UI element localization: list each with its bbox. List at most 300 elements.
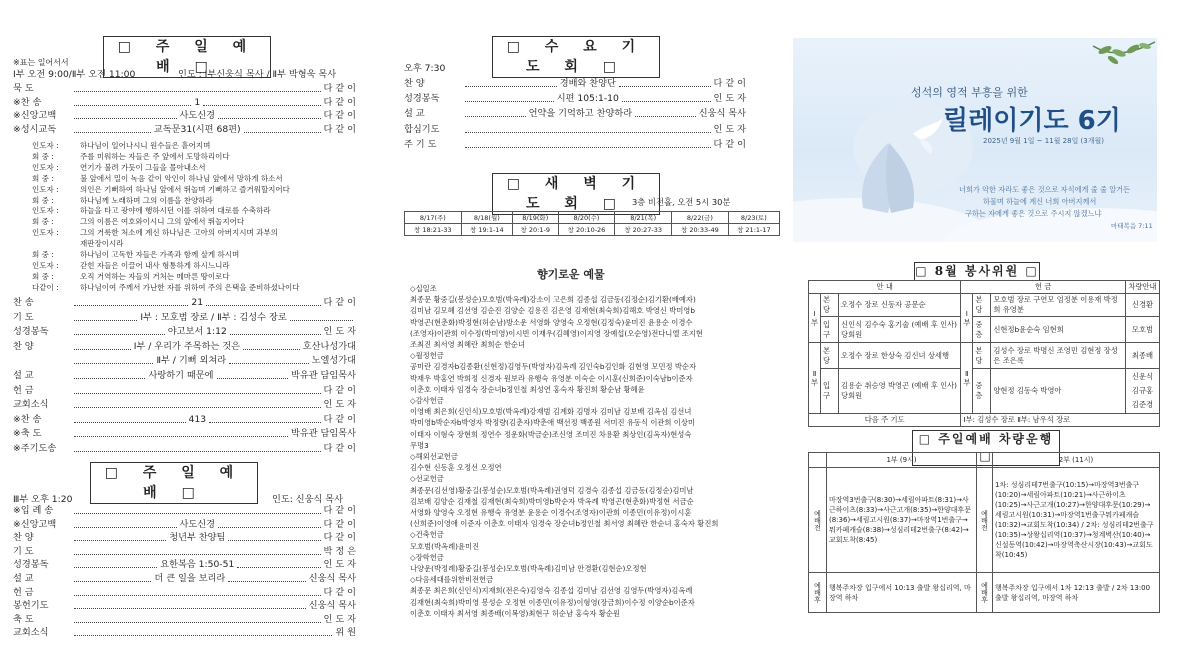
offering-names: 김보배 김양순 김재철 김재현(최숙희)박미영b박순자 박옥례 박영곤(현춘화)박정현 서금순 bbox=[410, 496, 694, 506]
responsive-text: 그의 거룩한 처소에 계신 하나님은 고아의 아버지시며 과부의 bbox=[80, 228, 278, 238]
responsive-line bbox=[32, 185, 290, 196]
responsive-text: 재판장이시라 bbox=[80, 239, 124, 249]
dawn-verse: 창 20:33-49 bbox=[672, 224, 729, 236]
order-person: 신웅식 목사 bbox=[308, 600, 356, 612]
order-row bbox=[13, 505, 356, 517]
guide-header: 안 내 bbox=[809, 281, 961, 294]
offering-category: ◇선교헌금 bbox=[410, 474, 444, 484]
responsive-speaker: 인도자 : bbox=[32, 228, 59, 238]
dawn-day: 8/20(수) bbox=[558, 212, 615, 224]
car-volunteer-1: 신경환 bbox=[1126, 294, 1160, 317]
order-row bbox=[13, 385, 356, 397]
order-content: 사도신경 bbox=[179, 110, 216, 122]
order-person: 다 같 이 bbox=[323, 83, 356, 94]
order-row bbox=[13, 97, 356, 109]
responsive-speaker: 회 중 : bbox=[32, 151, 54, 161]
leader-dots bbox=[74, 614, 321, 623]
offering-names: (신희준)이영애 이준자 이춘호 이태자 임경숙 장순녀b정인철 최서영 최혜란 한순녀 홍숙자 황진희 bbox=[410, 519, 719, 529]
offering-names: 최종문(김선영)황중길(봉성순)모호범(박옥례)권영덕 김경숙 김종섭 김금동(김정순)김미남 bbox=[410, 485, 694, 495]
order-content: 경배와 찬양단 bbox=[559, 78, 616, 89]
order-row bbox=[13, 370, 356, 382]
order-row bbox=[13, 326, 356, 338]
dawn-day: 8/22(금) bbox=[672, 212, 729, 224]
order-content: Ⅱ부 / 기뻐 외쳐라 bbox=[156, 355, 227, 367]
part1-offer-val-1: 모호범 장로 구연모 엄정분 이용재 박정희 유영분 bbox=[991, 294, 1126, 317]
leader-dots bbox=[74, 355, 153, 364]
responsive-line bbox=[32, 228, 278, 239]
standing-note: ※표는 일어서서 bbox=[13, 58, 69, 67]
order-content: 교독문31(시편 68편) bbox=[153, 123, 241, 135]
leader-dots bbox=[203, 97, 320, 106]
order-person: 다 같 이 bbox=[323, 443, 356, 454]
sunday-am-title: □ 주 일 예 배 □ bbox=[103, 36, 271, 78]
car-header-1: 1부 (9시) bbox=[827, 453, 977, 468]
offering-names: 이태자 이형숙 장현희 정연수 정운화(박금순)조신영 조미진 차용환 최상인(김옥자)현성숙 bbox=[410, 429, 692, 439]
responsive-speaker: 인도자 : bbox=[32, 162, 59, 172]
offering-names: 나양운(박정례)황중길(봉성순)모호범(박옥례)김미남 안경환(김현순)오정현 bbox=[410, 564, 647, 574]
order-label: 축 도 bbox=[13, 613, 34, 625]
offering-category: ◇십일조 bbox=[410, 284, 437, 293]
car-header-2: 2부 (11시) bbox=[993, 453, 1160, 468]
order-content: 사랑하기 때문에 bbox=[148, 370, 214, 381]
order-row bbox=[13, 546, 356, 558]
part2-guide-val-2: 김용순 취승영 박영곤 (예배 후 인사) 당회원 bbox=[839, 369, 961, 414]
responsive-text: 하나님께 노래하며 그의 이름을 찬양하라 bbox=[80, 195, 213, 205]
leader-dots bbox=[465, 78, 557, 87]
leader-dots bbox=[74, 600, 306, 609]
responsive-line bbox=[32, 141, 210, 152]
car-volunteer-4-6 bbox=[1126, 369, 1160, 414]
order-person: 다 같 이 bbox=[323, 384, 356, 396]
order-label: ※신앙고백 bbox=[13, 110, 57, 122]
leader-dots bbox=[237, 559, 320, 568]
responsive-speaker: 회 중 : bbox=[32, 217, 54, 227]
order-person: 인 도 자 bbox=[323, 326, 356, 338]
offering-names: 김수현 신동훈 오정선 오정연 bbox=[410, 463, 502, 473]
leader-dots bbox=[230, 326, 321, 335]
offering-names: 이춘호 이태자 최서영 최종배(이복영)최현구 허순남 홍숙자 황순원 bbox=[410, 608, 620, 618]
order-label: 찬 송 bbox=[13, 297, 34, 308]
order-label: ※주기도송 bbox=[13, 443, 57, 454]
pm-service-leader: 인도: 신웅식 목사 bbox=[272, 494, 344, 505]
order-label: 설 교 bbox=[13, 573, 34, 584]
car-after-label-1: 예배후 bbox=[809, 573, 827, 613]
order-content: Ⅰ부 : 모호범 장로 / Ⅱ부 : 김성수 장로 bbox=[140, 311, 287, 323]
dawn-title: □ 새 벽 기 도 회 □ bbox=[492, 173, 660, 215]
car-after-1: 행복주차장 입구에서 10:13 출발 왕십리역, 마장역 하차 bbox=[827, 573, 977, 613]
pm-service-time: Ⅲ부 오후 1:20 bbox=[13, 494, 73, 505]
order-person: 위 원 bbox=[335, 627, 356, 639]
order-row bbox=[13, 110, 356, 122]
car-before-label-1: 예배전 bbox=[809, 468, 827, 573]
order-row bbox=[404, 124, 746, 136]
car-volunteer-5: 김규홍 bbox=[1131, 386, 1154, 395]
leader-dots bbox=[635, 108, 696, 117]
order-person: 박 정 은 bbox=[323, 545, 356, 557]
responsive-speaker: 다같이 : bbox=[32, 282, 59, 292]
responsive-speaker: 인도자 : bbox=[32, 141, 59, 150]
order-label: 성경봉독 bbox=[404, 93, 440, 105]
dawn-verse: 창 21:1-17 bbox=[728, 224, 779, 236]
leader-dots bbox=[465, 139, 711, 148]
responsive-line bbox=[32, 239, 123, 250]
responsive-line bbox=[32, 174, 283, 185]
banner-title: 릴레이기도 6기 bbox=[943, 106, 1121, 136]
offering-names: 김미남 김모혜 김선영 김순진 김양순 김용진 김은영 김재현(최숙희)김해호 박영신 박미영b bbox=[410, 306, 695, 316]
order-person: 노엘성가대 bbox=[311, 355, 356, 367]
leader-dots bbox=[465, 108, 526, 117]
part2-offer-key-1: 본당 bbox=[973, 343, 991, 369]
order-content: 언약을 기억하고 찬양하라 bbox=[528, 108, 633, 120]
responsive-text: 불 앞에서 밀이 녹음 같이 악인이 하나님 앞에서 망하게 하소서 bbox=[80, 173, 283, 183]
order-row bbox=[13, 355, 356, 367]
order-content: 시편 105:1-10 bbox=[556, 93, 619, 105]
part2-guide-key-1: 본당 bbox=[821, 343, 839, 369]
responsive-speaker: 회 중 : bbox=[32, 173, 54, 183]
wednesday-time: 오후 7:30 bbox=[404, 63, 446, 74]
service-volunteers-table bbox=[808, 280, 1160, 427]
part1-guide-val-2: 신인식 김수숙 홍기술 (예배 후 인사) 당회원 bbox=[839, 317, 961, 343]
order-person: 다 같 이 bbox=[323, 586, 356, 598]
leader-dots bbox=[243, 341, 300, 350]
order-label: ※신앙고백 bbox=[13, 518, 57, 530]
responsive-speaker: 인도자 : bbox=[32, 206, 59, 216]
part1-offer-key-1: 본당 bbox=[973, 294, 991, 317]
leader-dots bbox=[74, 297, 188, 306]
order-row bbox=[13, 600, 356, 612]
order-row bbox=[13, 587, 356, 599]
dawn-schedule-table bbox=[404, 211, 780, 236]
offering-names: 최종문 최은희(신인식)지재희(전은숙)김영숙 김종섭 김미남 김선영 김영두(박영자)김옥례 bbox=[410, 586, 693, 596]
dawn-verse: 창 20:27-33 bbox=[615, 224, 672, 236]
leader-dots bbox=[228, 573, 305, 582]
banner-verse-1: 너희가 악한 자라도 좋은 것으로 자식에게 줄 줄 알거든 bbox=[959, 185, 1131, 194]
banner-dates: 2025년 9월 1일 ~ 11월 28일 (3개월) bbox=[983, 137, 1105, 145]
responsive-line bbox=[32, 196, 213, 207]
order-label: 교회소식 bbox=[13, 399, 49, 411]
leader-dots bbox=[74, 627, 332, 636]
prayer-relay-banner bbox=[793, 38, 1157, 242]
order-label: 교회소식 bbox=[13, 627, 49, 639]
offering-names: 박영곤(현춘화)박정현(허순남)방소운 서영화 양영숙 오정현(김정숙)윤미진 윤용순 이경수 bbox=[410, 317, 693, 327]
car-schedule-table bbox=[808, 452, 1160, 613]
responsive-line bbox=[32, 283, 300, 294]
responsive-text: 주를 미워하는 자들은 주 앞에서 도망하리이다 bbox=[80, 151, 230, 161]
leader-dots bbox=[74, 97, 191, 106]
order-content: 야고보서 1:12 bbox=[167, 326, 227, 338]
offering-names: 박재우 박홍연 박희정 신경자 원보라 유행숙 유영분 이숙순 이시훈(신희준)이숙남b이준자 bbox=[410, 373, 693, 383]
order-label: ※축 도 bbox=[13, 428, 42, 440]
leader-dots bbox=[74, 341, 131, 350]
next-prayer-label: 다음 주 기도 bbox=[809, 414, 961, 427]
order-label bbox=[13, 355, 71, 367]
order-person: 다 같 이 bbox=[323, 413, 357, 425]
order-label: 봉헌기도 bbox=[13, 600, 49, 612]
leader-dots bbox=[74, 519, 177, 528]
dawn-verse: 창 19:1-14 bbox=[461, 224, 512, 236]
order-person: 다 같 이 bbox=[323, 532, 357, 544]
leader-dots bbox=[74, 546, 321, 555]
part1-offer-label: Ⅰ부 bbox=[961, 294, 973, 343]
leader-dots bbox=[209, 414, 321, 423]
car-before-label-2: 예배전 bbox=[977, 468, 993, 573]
responsive-text: 하늘을 타고 광야에 행하시던 이를 위하여 대로를 수축하라 bbox=[80, 206, 271, 216]
leader-dots bbox=[218, 519, 321, 528]
car-volunteer-2: 모호범 bbox=[1126, 317, 1160, 343]
order-person: 인 도 자 bbox=[323, 613, 356, 625]
responsive-text: 그의 이름은 여호와이시니 그의 앞에서 뛰놀지어다 bbox=[80, 217, 245, 227]
car-before-2: 1차: 성심리테7번출구(10:15)→마장역3번출구(10:20)→세림아파트(10:21)→사근하이츠(10:25)→사근고개(10:27)→한양대후문(10:29)→세림고시원(10:31)→마장역1번출구뭐카페캐슬(10:32)→교회도착(10:34) / 2차: 성심리테2번출구(10:35)→상왕십리역(10:37)→청계벽산(10:40)→신설동역(10:42)→마장역축산시장(10:43)→교회도착(10:45) bbox=[993, 468, 1160, 573]
order-label: 묵 도 bbox=[13, 83, 34, 94]
order-person: 다 같 이 bbox=[323, 297, 357, 308]
car-after-label-2: 예배후 bbox=[977, 573, 993, 613]
order-label: ※찬 송 bbox=[13, 413, 42, 425]
dawn-day: 8/17(주) bbox=[405, 212, 462, 224]
responsive-speaker: 인도자 : bbox=[32, 184, 59, 194]
responsive-speaker: 회 중 : bbox=[32, 271, 54, 281]
order-content: 413 bbox=[188, 413, 207, 425]
next-prayer-value: Ⅰ부: 김성수 장로 Ⅱ부: 남우석 장로 bbox=[961, 414, 1160, 427]
order-content: 요한복음 1:50-51 bbox=[160, 559, 235, 571]
offering-category: ◇다음세대를위한비전헌금 bbox=[410, 575, 494, 585]
leader-dots bbox=[74, 573, 151, 582]
responsive-text: 의인은 기뻐하여 하나님 앞에서 뛰놀며 기뻐하고 즐거워할지어다 bbox=[80, 184, 290, 194]
leader-dots bbox=[74, 326, 165, 335]
order-person: 박유관 담임목사 bbox=[290, 370, 356, 381]
part2-offer-val-2: 양현정 김동숙 박영아 bbox=[991, 369, 1126, 414]
order-row bbox=[404, 78, 746, 90]
order-row bbox=[404, 139, 746, 151]
order-content: Ⅰ부 / 우리가 주목하는 것은 bbox=[133, 340, 240, 352]
part1-offer-key-2: 중층 bbox=[973, 317, 991, 343]
responsive-text: 하나님이여 주께서 가난한 자를 위하여 주의 은택을 준비하셨나이다 bbox=[80, 282, 300, 292]
leader-dots bbox=[74, 587, 321, 596]
order-row bbox=[13, 312, 356, 324]
order-row bbox=[13, 414, 356, 426]
order-label: 찬 양 bbox=[404, 78, 425, 89]
order-label: 헌 금 bbox=[13, 586, 34, 598]
responsive-line bbox=[32, 217, 244, 228]
responsive-text: 연기가 불려 가듯이 그들을 몰아내소서 bbox=[80, 162, 206, 172]
order-label: 찬 양 bbox=[13, 340, 34, 352]
order-person: 박유관 담임목사 bbox=[290, 428, 356, 440]
order-label: 기 도 bbox=[13, 545, 34, 557]
responsive-speaker: 회 중 : bbox=[32, 195, 54, 205]
order-label: 주 기 도 bbox=[404, 138, 437, 150]
responsive-line bbox=[32, 261, 230, 272]
dawn-info: 3층 비전홀, 오전 5시 30분 bbox=[632, 197, 731, 207]
responsive-line bbox=[32, 250, 239, 261]
leader-dots bbox=[622, 93, 711, 102]
order-row bbox=[13, 83, 356, 95]
order-row bbox=[13, 519, 356, 531]
order-content: 1 bbox=[194, 96, 201, 108]
order-label: 합심기도 bbox=[404, 123, 440, 135]
offering-header: 헌 금 bbox=[961, 281, 1126, 294]
responsive-text: 오직 거역하는 자들의 거처는 메마른 땅이로다 bbox=[80, 271, 230, 281]
responsive-text: 하나님이 일어나시니 원수들은 흩어지며 bbox=[80, 141, 211, 150]
offering-category: ◇월정헌금 bbox=[410, 351, 444, 361]
leader-dots bbox=[74, 505, 321, 514]
leader-dots bbox=[74, 385, 321, 394]
car-schedule-title: □ 주일예배 차량운행 □ bbox=[912, 430, 1060, 466]
order-label: 설 교 bbox=[404, 108, 425, 120]
order-row bbox=[404, 93, 746, 105]
leader-dots bbox=[465, 124, 711, 133]
part2-offer-val-1: 김성수 장로 박명신 조영민 김현정 장성은 조은록 bbox=[991, 343, 1126, 369]
responsive-speaker: 인도자 : bbox=[32, 260, 59, 270]
banner-verse-ref: 마태복음 7:11 bbox=[1111, 222, 1153, 230]
dawn-verse: 창 18:21-33 bbox=[405, 224, 462, 236]
order-label: 기 도 bbox=[13, 311, 34, 323]
order-content: 21 bbox=[191, 297, 204, 308]
part2-offer-key-2: 중층 bbox=[973, 369, 991, 414]
dawn-day: 8/23(토) bbox=[728, 212, 779, 224]
order-row bbox=[13, 532, 356, 544]
order-person: 인 도 자 bbox=[713, 123, 746, 135]
leader-dots bbox=[74, 110, 177, 119]
order-row bbox=[13, 614, 356, 626]
part2-guide-label: Ⅱ부 bbox=[809, 343, 821, 414]
leader-dots bbox=[206, 297, 320, 306]
order-person: 다 같 이 bbox=[323, 96, 357, 108]
offering-names: 김재현(최숙희)박미영 봉성순 오정현 이종민(이유정)이형영(장금희)이수정 이양순b이준자 bbox=[410, 597, 695, 607]
order-label: ※성시교독 bbox=[13, 123, 57, 135]
leader-dots bbox=[74, 370, 145, 379]
leader-dots bbox=[74, 83, 321, 92]
order-person: 신웅식 목사 bbox=[698, 108, 747, 120]
order-row bbox=[13, 341, 356, 353]
order-person: 인 도 자 bbox=[323, 399, 356, 411]
responsive-text: 하나님이 고독한 자들은 가족과 함께 살게 하시며 bbox=[80, 250, 240, 259]
order-label: 찬 양 bbox=[13, 532, 34, 544]
offering-names: 박미영b박순자b박영자 박정량(김춘자)박춘애 백선정 백종원 서미진 유동식 이관희 이상미 bbox=[410, 418, 695, 428]
order-label: 성경봉독 bbox=[13, 326, 49, 338]
leader-dots bbox=[244, 124, 321, 133]
part1-guide-key-2: 입구 bbox=[821, 317, 839, 343]
banner-verse-2: 하물며 하늘에 계신 너희 아버지께서 bbox=[983, 197, 1097, 206]
part1-guide-label: Ⅰ부 bbox=[809, 294, 821, 343]
offering-names: 모호범(박옥례)윤미진 bbox=[410, 541, 480, 551]
leader-dots bbox=[74, 559, 157, 568]
offering-names: (조영자)이관희 이수정(박미영)이시빈 이재우(김혜영)이지영 장예섭(오순영)전다니엘 조지현 bbox=[410, 328, 703, 338]
dawn-day: 8/19(화) bbox=[512, 212, 558, 224]
leader-dots bbox=[74, 443, 321, 452]
car-before-1: 마장역3번출구(8:30)→세림아파트(8:31)→사근하이츠(8:33)→사근고개(8:35)→한양대후문(8:36)→세림고시원(8:37)→마장역1번출구→뭐카페캐슬(8:38)→성심리테2번출구(8:42)→교회도착(8:45) bbox=[827, 468, 977, 573]
order-person: 신웅식 목사 bbox=[308, 573, 356, 584]
banner-verse-3: 구하는 자에게 좋은 것으로 주시지 않겠느냐 bbox=[965, 209, 1102, 218]
leader-dots bbox=[465, 93, 554, 102]
order-label: 설 교 bbox=[13, 370, 34, 381]
responsive-text: 갇힌 자들은 이끌어 내사 형통하게 하시느니라 bbox=[80, 260, 230, 270]
offering-names: 무명3 bbox=[410, 440, 429, 450]
leader-dots bbox=[74, 414, 186, 423]
order-row bbox=[13, 428, 356, 440]
order-content: 청년부 찬양팀 bbox=[169, 532, 226, 544]
leader-dots bbox=[74, 312, 137, 321]
service-volunteers-title: □ 8월 봉사위원 □ bbox=[914, 262, 1040, 281]
offering-category: ◇건축헌금 bbox=[410, 530, 444, 540]
part2-offer-label: Ⅱ부 bbox=[961, 343, 973, 414]
order-person: 인 도 자 bbox=[713, 93, 746, 105]
order-row bbox=[13, 124, 356, 136]
order-label: 헌 금 bbox=[13, 384, 34, 396]
order-person: 다 같 이 bbox=[323, 123, 357, 135]
leader-dots bbox=[74, 428, 288, 437]
order-person: 다 같 이 bbox=[323, 110, 357, 122]
order-row bbox=[13, 297, 356, 309]
leader-dots bbox=[290, 312, 353, 321]
service-leaders: 인도 : Ⅰ부신웅식 목사 / Ⅱ부 박형욱 목사 bbox=[178, 69, 337, 80]
leader-dots bbox=[74, 124, 151, 133]
responsive-line bbox=[32, 152, 230, 163]
offering-names: 이영배 최은희(신인식)모호범(박옥례)강재범 김계화 김명자 김미남 김보배 김옥심 김선녀 bbox=[410, 407, 692, 417]
order-person: 다 같 이 bbox=[323, 518, 357, 530]
responsive-line bbox=[32, 272, 230, 283]
part2-guide-val-1: 오정수 장로 한상숙 김신녀 상세행 bbox=[839, 343, 961, 369]
part2-guide-key-2: 입구 bbox=[821, 369, 839, 414]
order-person: 다 같 이 bbox=[713, 138, 746, 150]
order-row bbox=[404, 108, 746, 120]
dawn-verse: 창 20:1-9 bbox=[512, 224, 558, 236]
sunday-pm-title: □ 주 일 예 배 □ bbox=[90, 462, 258, 504]
car-volunteer-6: 김준경 bbox=[1131, 400, 1154, 409]
leaf-branch-icon bbox=[1093, 42, 1155, 66]
car-volunteer-3: 최종배 bbox=[1126, 343, 1160, 369]
order-row bbox=[13, 443, 356, 455]
order-label: ※찬 송 bbox=[13, 96, 42, 108]
dawn-verse: 창 20:10-26 bbox=[558, 224, 615, 236]
part1-offer-val-2: 신현정b윤순숙 임현희 bbox=[991, 317, 1126, 343]
offering-title: 향기로운 예물 bbox=[537, 268, 605, 281]
dawn-day: 8/21(목) bbox=[615, 212, 672, 224]
offering-category: ◇해외선교헌금 bbox=[410, 452, 458, 462]
offering-names: 조최진 최서영 최혜란 최희순 한순녀 bbox=[410, 340, 526, 350]
offering-category: ◇장학헌금 bbox=[410, 552, 444, 562]
order-person: 인 도 자 bbox=[323, 559, 356, 571]
offering-names: 이춘호 이태자 임경숙 장순녀b정인철 최성연 홍숙자 황진희 황순남 황혜윤 bbox=[410, 384, 645, 394]
order-person: 다 같 이 bbox=[323, 505, 356, 516]
order-person: 다 같 이 bbox=[713, 78, 747, 89]
order-row bbox=[13, 559, 356, 571]
service-times: Ⅰ부 오전 9:00/Ⅱ부 오전 11:00 bbox=[13, 69, 136, 80]
responsive-line bbox=[32, 163, 205, 174]
offering-category: ◇감사헌금 bbox=[410, 396, 444, 406]
offering-list bbox=[410, 283, 785, 619]
leader-dots bbox=[74, 399, 321, 408]
responsive-line bbox=[32, 206, 271, 217]
banner-subtitle: 성석의 영적 부흥을 위한 bbox=[911, 86, 1028, 99]
leader-dots bbox=[74, 532, 166, 541]
car-guide-header: 차량안내 bbox=[1126, 281, 1160, 294]
leader-dots bbox=[619, 78, 711, 87]
leader-dots bbox=[217, 370, 288, 379]
order-content: 더 큰 일을 보리라 bbox=[154, 573, 226, 584]
order-person: 호산나성가대 bbox=[302, 340, 357, 352]
leader-dots bbox=[228, 532, 320, 541]
order-label: 성경봉독 bbox=[13, 559, 49, 571]
order-content: 사도신경 bbox=[179, 518, 216, 530]
dawn-day: 8/18(월) bbox=[461, 212, 512, 224]
leader-dots bbox=[229, 355, 308, 364]
part1-guide-key-1: 본당 bbox=[821, 294, 839, 317]
responsive-speaker: 회 중 : bbox=[32, 250, 54, 259]
offering-names: 공미란 김경자b김종환(신현정)김영두(박영자)김옥례 김인숙b김인화 김현영 모민정 박순자 bbox=[410, 362, 697, 372]
order-label: ※입 례 송 bbox=[13, 505, 54, 516]
order-row bbox=[13, 573, 356, 585]
offering-names: 최종문 황중길(봉성순)모호범(박옥례)강소이 고은희 김종섭 김금동(김정순)김기환(배예자) bbox=[410, 295, 696, 305]
offering-names: 서영화 양영숙 오정현 유행숙 유영분 윤용순 이경수(조영자)이관희 이종민(이유정)이시훈 bbox=[410, 508, 692, 518]
